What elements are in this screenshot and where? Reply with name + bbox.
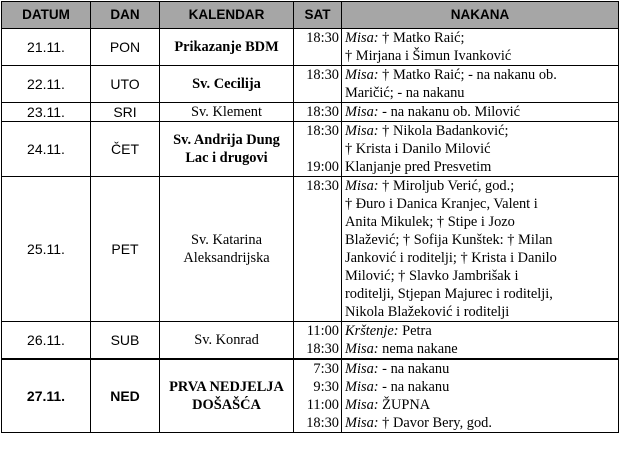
- table-row: [2, 29, 619, 66]
- header-datum: DATUM: [2, 2, 91, 29]
- nakana-text: Blažević; † Sofija Kunštek: † Milan: [345, 232, 553, 248]
- nakana-line: [345, 66, 615, 84]
- nakana-line: [345, 378, 615, 396]
- cell-nakana: [342, 322, 619, 360]
- nakana-text: † Nikola Badanković;: [378, 123, 509, 139]
- time-entry: [296, 140, 339, 158]
- nakana-line: [345, 103, 615, 121]
- nakana-label: Misa:: [345, 30, 379, 46]
- schedule-table: [1, 1, 619, 433]
- header-row: [2, 2, 619, 29]
- nakana-text: † Matko Raić; - na nakanu ob.: [378, 67, 557, 83]
- cell-dan: UTO: [91, 66, 160, 103]
- nakana-line: [345, 267, 615, 285]
- cell-datum: 21.11.: [2, 29, 91, 66]
- nakana-line: [345, 122, 615, 140]
- time-entry: 18:30: [306, 123, 339, 139]
- header-nakana: NAKANA: [342, 2, 619, 29]
- nakana-line: [345, 231, 615, 249]
- cell-sat: [294, 66, 342, 103]
- cell-sat: [294, 359, 342, 433]
- nakana-text: † Matko Raić;: [378, 30, 465, 46]
- cell-sat: [294, 29, 342, 66]
- cell-kalendar: Sv. Cecilija: [160, 66, 294, 103]
- nakana-text: † Miroljub Verić, god.;: [378, 178, 515, 194]
- cell-datum: 23.11.: [2, 103, 91, 122]
- nakana-line: [345, 29, 615, 47]
- nakana-line: [345, 158, 615, 176]
- cell-sat: [294, 177, 342, 322]
- time-entry: 18:30: [306, 67, 339, 83]
- nakana-text: Klanjanje pred Presvetim: [345, 159, 492, 175]
- time-entry: 19:00: [306, 159, 339, 175]
- nakana-text: † Davor Bery, god.: [378, 415, 492, 431]
- nakana-line: [345, 340, 615, 358]
- time-entry: 18:30: [306, 30, 339, 46]
- nakana-label: Misa:: [345, 397, 379, 413]
- cell-nakana: [342, 103, 619, 122]
- table-row: [2, 359, 619, 433]
- time-entry: 9:30: [313, 379, 339, 395]
- cell-nakana: [342, 122, 619, 177]
- nakana-text: Janković i roditelji; † Krista i Danilo: [345, 250, 557, 266]
- nakana-text: Maričić; - na nakanu: [345, 85, 465, 101]
- nakana-label: Misa:: [345, 178, 379, 194]
- cell-datum: 25.11.: [2, 177, 91, 322]
- cell-kalendar: Sv. Klement: [160, 103, 294, 122]
- nakana-label: Misa:: [345, 123, 379, 139]
- nakana-text: - na nakanu: [378, 379, 450, 395]
- time-entry: 18:30: [306, 415, 339, 431]
- cell-nakana: [342, 66, 619, 103]
- time-entry: [296, 47, 339, 65]
- nakana-text: † Đuro i Danica Kranjec, Valent i: [345, 196, 538, 212]
- cell-sat: [294, 122, 342, 177]
- nakana-label: Misa:: [345, 104, 379, 120]
- nakana-line: [345, 322, 615, 340]
- nakana-line: [345, 414, 615, 432]
- cell-datum: 26.11.: [2, 322, 91, 360]
- nakana-text: ŽUPNA: [378, 397, 431, 413]
- header-dan: DAN: [91, 2, 160, 29]
- header-kalendar: KALENDAR: [160, 2, 294, 29]
- time-entry: 11:00: [306, 397, 339, 413]
- cell-dan: PET: [91, 177, 160, 322]
- nakana-line: [345, 360, 615, 378]
- table-row: [2, 103, 619, 122]
- nakana-text: - na nakanu: [378, 361, 450, 377]
- table-row: [2, 322, 619, 360]
- nakana-text: - na nakanu ob. Milović: [378, 104, 521, 120]
- time-entry: 7:30: [313, 361, 339, 377]
- cell-dan: ČET: [91, 122, 160, 177]
- cell-kalendar: PRVA NEDJELJA DOŠAŠĆA: [160, 359, 294, 433]
- nakana-line: [345, 177, 615, 195]
- table-row: [2, 122, 619, 177]
- nakana-line: [345, 285, 615, 303]
- cell-dan: SRI: [91, 103, 160, 122]
- header-sat: SAT: [294, 2, 342, 29]
- schedule-body: [2, 29, 619, 433]
- nakana-label: Misa:: [345, 341, 379, 357]
- nakana-label: Misa:: [345, 379, 379, 395]
- nakana-label: Misa:: [345, 415, 379, 431]
- cell-nakana: [342, 359, 619, 433]
- nakana-text: Anita Mikulek; † Stipe i Jozo: [345, 214, 515, 230]
- nakana-line: [345, 303, 615, 321]
- cell-nakana: [342, 29, 619, 66]
- nakana-line: [345, 47, 615, 65]
- nakana-line: [345, 140, 615, 158]
- nakana-label: Krštenje:: [345, 323, 399, 339]
- time-entry: 11:00: [306, 323, 339, 339]
- nakana-line: [345, 249, 615, 267]
- table-row: [2, 177, 619, 322]
- table-row: [2, 66, 619, 103]
- nakana-line: [345, 84, 615, 102]
- nakana-text: roditelji, Stjepan Majurec i roditelji,: [345, 286, 553, 302]
- nakana-text: Petra: [398, 323, 432, 339]
- cell-datum: 27.11.: [2, 359, 91, 433]
- cell-sat: [294, 322, 342, 360]
- cell-kalendar: Sv. Katarina Aleksandrijska: [160, 177, 294, 322]
- nakana-text: † Mirjana i Šimun Ivanković: [345, 48, 512, 64]
- time-entry: [296, 84, 339, 102]
- cell-datum: 24.11.: [2, 122, 91, 177]
- nakana-text: † Krista i Danilo Milović: [345, 141, 491, 157]
- nakana-text: Nikola Blažeković i roditelji: [345, 304, 510, 320]
- cell-dan: NED: [91, 359, 160, 433]
- nakana-text: nema nakane: [378, 341, 458, 357]
- cell-kalendar: Sv. Konrad: [160, 322, 294, 360]
- cell-dan: SUB: [91, 322, 160, 360]
- time-entry: 18:30: [306, 178, 339, 194]
- cell-dan: PON: [91, 29, 160, 66]
- nakana-text: Milović; † Slavko Jambrišak i: [345, 268, 519, 284]
- cell-kalendar: Sv. Andrija Dung Lac i drugovi: [160, 122, 294, 177]
- cell-datum: 22.11.: [2, 66, 91, 103]
- cell-kalendar: Prikazanje BDM: [160, 29, 294, 66]
- nakana-line: [345, 213, 615, 231]
- cell-nakana: [342, 177, 619, 322]
- time-entry: 18:30: [306, 341, 339, 357]
- nakana-label: Misa:: [345, 361, 379, 377]
- cell-sat: [294, 103, 342, 122]
- nakana-line: [345, 396, 615, 414]
- nakana-label: Misa:: [345, 67, 379, 83]
- nakana-line: [345, 195, 615, 213]
- time-entry: 18:30: [306, 104, 339, 120]
